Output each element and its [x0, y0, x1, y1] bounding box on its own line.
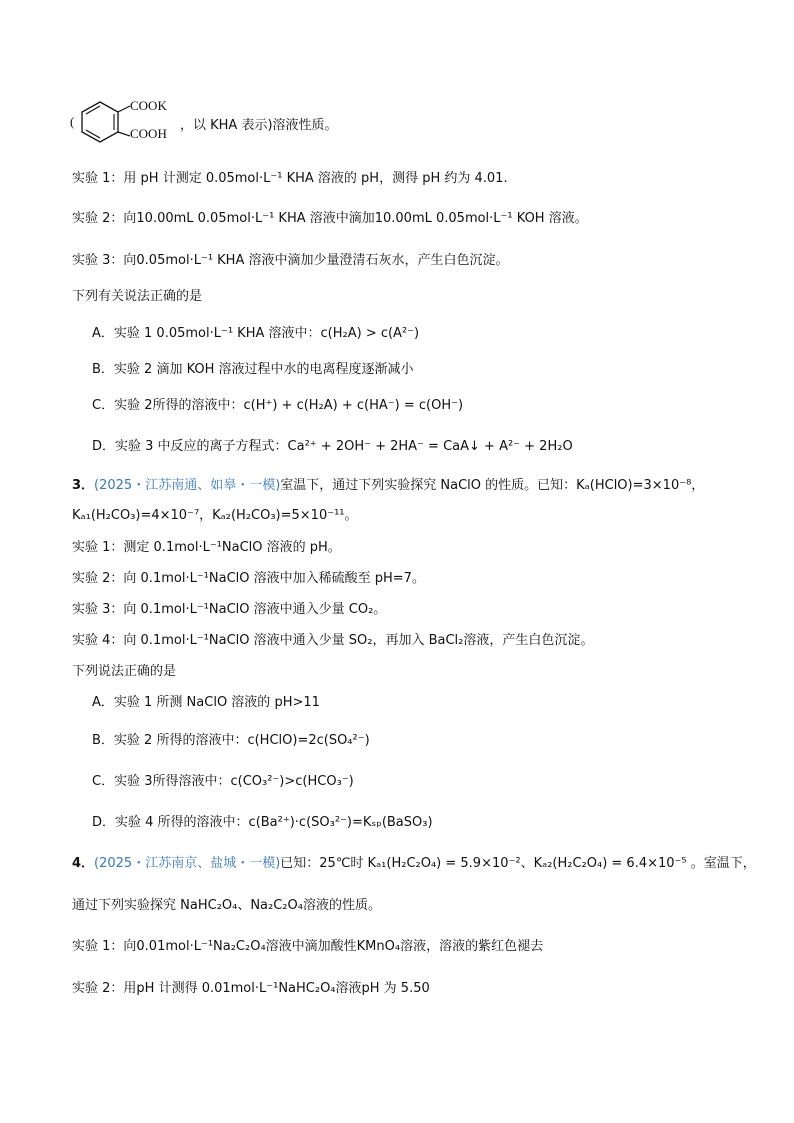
- q3-exp1: 实验 1：测定 0.1mol·L⁻¹NaClO 溶液的 pH。: [72, 540, 341, 555]
- q2-prompt: 下列有关说法正确的是: [72, 289, 203, 304]
- q4-exp1: 实验 1：向0.01mol·L⁻¹Na₂C₂O₄溶液中滴加酸性KMnO₄溶液，溶液的紫红色褪去: [72, 939, 544, 954]
- q3-exp4: 实验 4：向 0.1mol·L⁻¹NaClO 溶液中通入少量 SO₂，再加入 BaCl₂溶液，产生白色沉淀。: [72, 633, 594, 648]
- cooh-label: COOH: [130, 126, 167, 141]
- q3-option-a: A．实验 1 所测 NaClO 溶液的 pH>11: [92, 695, 320, 710]
- q4-source: (2025・江苏南京、盐城・一模): [94, 856, 281, 871]
- q3-option-b: B．实验 2 所得的溶液中：c(HClO)=2c(SO₄²⁻): [92, 733, 370, 748]
- q3-stem1: 室温下，通过下列实验探究 NaClO 的性质。已知：Kₐ(HClO)=3×10⁻⁸，: [280, 478, 705, 493]
- q3-stem-line1: [72, 477, 704, 495]
- q3-number: 3．: [72, 478, 95, 493]
- phthalate-structure: [70, 98, 184, 148]
- q2-option-c: C．实验 2所得的溶液中：c(H⁺) + c(H₂A) + c(HA⁻) = c(OH⁻): [92, 398, 464, 413]
- q4-number: 4．: [72, 856, 95, 871]
- q3-option-d: D．实验 4 所得的溶液中：c(Ba²⁺)·c(SO₃²⁻)=Kₛₚ(BaSO₃): [92, 815, 433, 830]
- q3-source: (2025・江苏南通、如皋・一模): [94, 478, 281, 493]
- q2-exp3: 实验 3：向0.05mol·L⁻¹ KHA 溶液中滴加少量澄清石灰水，产生白色沉淀。: [72, 253, 509, 268]
- q2-exp2: 实验 2：向10.00mL 0.05mol·L⁻¹ KHA 溶液中滴加10.00mL 0.05mol·L⁻¹ KOH 溶液。: [72, 211, 588, 226]
- q4-stem2: 通过下列实验探究 NaHC₂O₄、Na₂C₂O₄溶液的性质。: [72, 898, 381, 913]
- q3-exp3: 实验 3：向 0.1mol·L⁻¹NaClO 溶液中通入少量 CO₂。: [72, 602, 387, 617]
- left-paren: (: [70, 114, 75, 129]
- benzene-ring-icon: [74, 98, 184, 148]
- q3-exp2: 实验 2：向 0.1mol·L⁻¹NaClO 溶液中加入稀硫酸至 pH=7。: [72, 571, 425, 586]
- q2-option-d: D．实验 3 中反应的离子方程式：Ca²⁺ + 2OH⁻ + 2HA⁻ = CaA↓ + A²⁻ + 2H₂O: [92, 439, 573, 454]
- q3-prompt: 下列说法正确的是: [72, 664, 177, 679]
- q3-stem2: Kₐ₁(H₂CO₃)=4×10⁻⁷，Kₐ₂(H₂CO₃)=5×10⁻¹¹。: [72, 508, 358, 523]
- q2-exp1: 实验 1：用 pH 计测定 0.05mol·L⁻¹ KHA 溶液的 pH，测得 pH 约为 4.01.: [72, 171, 508, 186]
- molecule-caption: ，以 KHA 表示)溶液性质。: [180, 118, 338, 133]
- q4-exp2: 实验 2：用pH 计测得 0.01mol·L⁻¹NaHC₂O₄溶液pH 为 5.50: [72, 981, 430, 996]
- cook-label: COOK: [130, 98, 167, 113]
- q2-option-b: B．实验 2 滴加 KOH 溶液过程中水的电离程度逐渐减小: [92, 362, 414, 377]
- q4-stem-line1: [72, 855, 756, 873]
- q2-option-a: A．实验 1 0.05mol·L⁻¹ KHA 溶液中：c(H₂A) > c(A²⁻): [92, 326, 420, 341]
- q3-option-c: C．实验 3所得溶液中：c(CO₃²⁻)>c(HCO₃⁻): [92, 774, 354, 789]
- q4-stem1: 已知：25℃时 Kₐ₁(H₂C₂O₄) = 5.9×10⁻²、Kₐ₂(H₂C₂O₄) = 6.4×10⁻⁵ 。室温下，: [280, 856, 756, 871]
